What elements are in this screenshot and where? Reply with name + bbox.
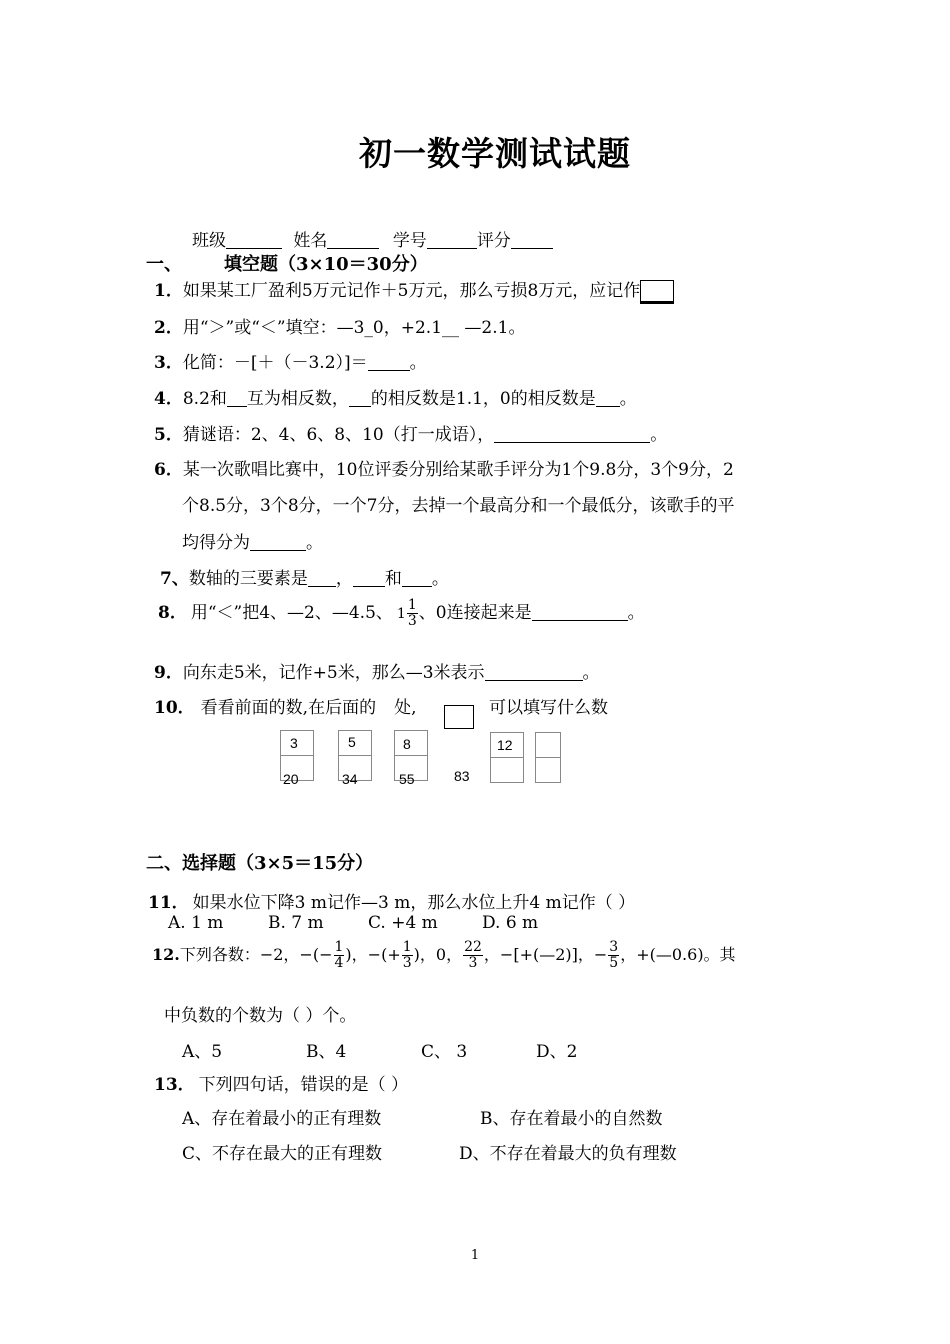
fraction-denominator: 3 xyxy=(468,955,478,971)
section-1-heading xyxy=(146,250,428,276)
q4-blank-2[interactable] xyxy=(349,389,371,407)
grid-bottom-value: 20 xyxy=(283,771,299,787)
question-5 xyxy=(154,420,667,445)
fraction-numerator: 1 xyxy=(334,939,344,955)
q6-line-3-text: 均得分为 xyxy=(182,533,250,553)
q12-fraction-2 xyxy=(402,940,413,971)
grid-cell xyxy=(394,730,428,756)
q5-number: 5． xyxy=(154,425,183,445)
q12-option-d[interactable]: D、2 xyxy=(536,1042,578,1062)
question-6-line-2: 个8.5分，3个8分，一个7分，去掉一个最高分和一个最低分，该歌手的平 xyxy=(182,496,735,516)
q12-text-s2: )，0， xyxy=(413,945,463,964)
q7-blank-1[interactable] xyxy=(308,569,336,587)
grid-top-value: 5 xyxy=(348,734,356,750)
q12-option-a[interactable]: A、5 xyxy=(182,1042,223,1062)
name-label: 姓名 xyxy=(293,231,328,251)
q10-blank-box-sample xyxy=(444,705,474,729)
grid-bottom-value: 83 xyxy=(454,768,470,784)
fraction-denominator: 4 xyxy=(334,955,344,971)
q8-mixed-whole: 1 xyxy=(396,605,406,622)
q5-blank[interactable] xyxy=(494,425,650,443)
page-number: 1 xyxy=(470,1248,480,1263)
q3-text: 化简：－[＋（－3.2）]＝ xyxy=(182,353,368,373)
q7-blank-2[interactable] xyxy=(353,569,385,587)
class-label: 班级 xyxy=(192,231,226,251)
q11-option-d[interactable]: D. 6 m xyxy=(482,913,539,933)
fraction-denominator: 5 xyxy=(609,955,619,971)
page-title: 初一数学测试试题 xyxy=(359,134,631,173)
q4-text-c: 的相反数是1.1，0的相反数是 xyxy=(370,389,596,409)
q6-blank[interactable] xyxy=(250,533,306,551)
q12-text-s1: )，−(+ xyxy=(345,945,401,964)
q8-fraction-numerator: 1 xyxy=(407,597,417,613)
q12-number: 12. xyxy=(152,945,180,964)
q12-option-c[interactable]: C、 3 xyxy=(421,1042,468,1062)
q12-fraction-3 xyxy=(463,940,483,971)
q1-number: 1． xyxy=(154,281,183,301)
q8-fraction-denominator: 3 xyxy=(407,613,417,629)
q2-text: 用“＞”或“＜”填空：—3_0，+2.1__ —2.1。 xyxy=(182,318,526,338)
q8-fraction xyxy=(407,598,418,629)
q12-fraction-4 xyxy=(608,940,619,971)
q13-number: 13． xyxy=(154,1075,195,1095)
q3-blank[interactable] xyxy=(368,353,410,371)
q7-text-d: 。 xyxy=(431,569,449,589)
q8-text-a: 用“＜”把4、—2、—4.5、 xyxy=(190,603,393,623)
q8-number: 8． xyxy=(158,603,187,623)
q10-number: 10． xyxy=(154,698,195,718)
q7-text-c: 和 xyxy=(384,569,402,589)
q11-option-a[interactable]: A. 1 m xyxy=(168,913,224,933)
q5-end: 。 xyxy=(650,425,668,445)
question-3 xyxy=(154,348,427,373)
q13-option-d[interactable]: D、不存在着最大的负有理数 xyxy=(459,1144,677,1164)
q6-end: 。 xyxy=(306,533,323,553)
q4-text-b: 互为相反数， xyxy=(246,389,349,409)
q13-option-b[interactable]: B、存在着最小的自然数 xyxy=(480,1109,663,1129)
question-9 xyxy=(154,658,600,683)
id-blank[interactable] xyxy=(427,231,477,249)
grid-top-value: 3 xyxy=(290,735,298,751)
q7-text-a: 数轴的三要素是 xyxy=(188,569,308,589)
q8-text-b: 、0连接起来是 xyxy=(418,603,532,623)
q12-line-2: 中负数的个数为（ ）个。 xyxy=(164,1006,357,1026)
q12-text-lead: 下列各数：−2，−(− xyxy=(179,945,333,964)
score-blank[interactable] xyxy=(511,231,553,249)
q1-text: 如果某工厂盈利5万元记作＋5万元，那么亏损8万元，应记作 xyxy=(182,281,641,301)
section-2-heading: 二、选择题（3×5＝15分） xyxy=(146,853,374,874)
q12-option-b[interactable]: B、4 xyxy=(306,1042,347,1062)
question-6-line-1 xyxy=(154,455,734,480)
question-12 xyxy=(152,940,736,971)
q12-fraction-1 xyxy=(334,940,345,971)
q4-blank-1[interactable] xyxy=(227,389,247,407)
q10-text-c: 可以填写什么数 xyxy=(489,698,608,718)
q9-end: 。 xyxy=(582,663,600,683)
grid-cell[interactable] xyxy=(490,757,524,783)
fraction-denominator: 3 xyxy=(402,955,412,971)
q4-text-a: 8.2和 xyxy=(182,389,227,409)
q11-text: 如果水位下降3 m记作—3 m，那么水位上升4 m记作（ ） xyxy=(192,893,636,913)
q8-blank[interactable] xyxy=(532,603,628,621)
q7-blank-3[interactable] xyxy=(402,569,432,587)
fraction-numerator: 22 xyxy=(464,939,482,955)
section-1-number: 一、 xyxy=(146,254,182,275)
q12-text-tail: ，+(—0.6)。其 xyxy=(620,945,736,964)
q7-number: 7、 xyxy=(160,569,189,589)
q4-blank-3[interactable] xyxy=(596,389,620,407)
q5-text: 猜谜语：2、4、6、8、10（打一成语）， xyxy=(182,425,495,445)
q8-end: 。 xyxy=(627,603,645,623)
student-info-line xyxy=(192,226,553,251)
q3-number: 3． xyxy=(154,353,183,373)
grid-cell[interactable] xyxy=(535,732,561,758)
q4-text-d: 。 xyxy=(619,389,637,409)
q2-number: 2． xyxy=(154,318,183,338)
q11-option-b[interactable]: B. 7 m xyxy=(268,913,324,933)
q1-answer-box[interactable] xyxy=(640,280,674,304)
question-2 xyxy=(154,313,525,338)
grid-cell[interactable] xyxy=(535,757,561,783)
class-blank[interactable] xyxy=(226,231,282,249)
section-1-title: 填空题（3×10＝30分） xyxy=(224,254,428,275)
q13-option-a[interactable]: A、存在着最小的正有理数 xyxy=(182,1109,382,1129)
score-label: 评分 xyxy=(476,231,511,251)
question-11 xyxy=(148,888,635,913)
id-label: 学号 xyxy=(392,231,427,251)
question-10 xyxy=(154,693,416,718)
question-4 xyxy=(154,384,637,409)
question-6-line-3 xyxy=(182,528,323,553)
q10-text-a: 看看前面的数,在后面的 xyxy=(200,698,377,718)
q10-text-b: 处, xyxy=(394,698,417,718)
grid-top-value: 8 xyxy=(403,736,411,752)
q6-line-1-text: 某一次歌唱比赛中，10位评委分别给某歌手评分为1个9.8分，3个9分，2 xyxy=(182,460,734,480)
q11-option-c[interactable]: C. +4 m xyxy=(368,913,438,933)
question-1 xyxy=(154,276,674,304)
grid-bottom-value: 55 xyxy=(399,771,415,787)
question-7 xyxy=(160,564,449,589)
grid-top-value: 12 xyxy=(497,737,513,753)
question-13 xyxy=(154,1070,408,1095)
q13-option-c[interactable]: C、不存在最大的正有理数 xyxy=(182,1144,383,1164)
q6-number: 6． xyxy=(154,460,183,480)
q9-text: 向东走5米，记作+5米，那么—3米表示 xyxy=(182,663,485,683)
fraction-numerator: 1 xyxy=(402,939,412,955)
q4-number: 4． xyxy=(154,389,183,409)
name-blank[interactable] xyxy=(327,231,379,249)
q7-text-b: ， xyxy=(335,569,353,589)
q11-number: 11． xyxy=(148,893,189,913)
question-8 xyxy=(158,598,645,629)
q13-text: 下列四句话，错误的是（ ） xyxy=(198,1075,409,1095)
q3-end: 。 xyxy=(409,353,427,373)
grid-bottom-value: 34 xyxy=(342,771,358,787)
q12-text-s3: ，−[+(—2)]，− xyxy=(483,945,608,964)
q9-number: 9． xyxy=(154,663,183,683)
fraction-numerator: 3 xyxy=(609,939,619,955)
q9-blank[interactable] xyxy=(485,663,583,681)
